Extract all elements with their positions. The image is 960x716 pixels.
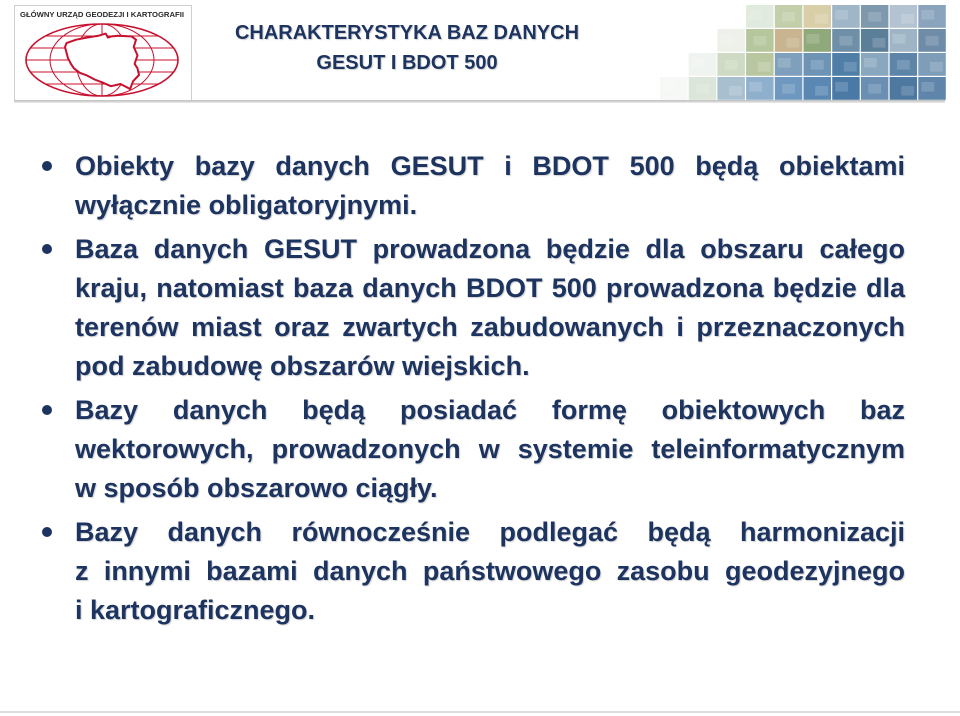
bullet-text-line: w sposób obszarowo ciągły.	[75, 473, 438, 503]
gugik-logo	[14, 5, 192, 101]
map-tile-texture	[692, 58, 705, 68]
map-tile-texture	[930, 62, 943, 72]
map-tile-texture	[921, 10, 934, 20]
map-tile-texture	[782, 12, 795, 22]
map-tile-texture	[873, 38, 886, 48]
map-tile-texture	[729, 86, 742, 96]
bullet-text-line: wektorowych, prowadzonych w systemie teleinformatycznym	[75, 434, 905, 464]
map-tile-texture	[753, 36, 766, 46]
map-tile-texture	[815, 14, 828, 24]
map-tile-texture	[864, 58, 877, 68]
map-tile-texture	[868, 12, 881, 22]
bullet-text-line: z innymi bazami danych państwowego zasobu geodezyjnego	[75, 556, 905, 586]
bullet-text-line: i kartograficznego.	[75, 595, 316, 625]
bullet-item	[75, 230, 905, 386]
bullet-dot	[42, 405, 52, 415]
map-tile-texture	[807, 34, 820, 44]
map-tile-texture	[782, 84, 795, 94]
map-tile-texture	[786, 38, 799, 48]
map-tile-texture	[868, 84, 881, 94]
bullet-dot	[42, 244, 52, 254]
map-tile-texture	[725, 60, 738, 70]
map-tile-texture	[926, 36, 939, 46]
slide-title-line-1: CHARAKTERYSTYKA BAZ DANYCH	[234, 22, 580, 44]
map-tile-texture	[897, 60, 910, 70]
slide-title-line-2: GESUT I BDOT 500	[316, 52, 498, 74]
map-tile-texture	[696, 84, 709, 94]
map-tile-texture	[835, 82, 848, 92]
bullet-text-line: pod zabudowę obszarów wiejskich.	[75, 351, 530, 381]
map-tile-texture	[835, 10, 848, 20]
bullet-item	[75, 391, 905, 508]
logo-text: GŁÓWNY URZĄD GEODEZJI I KARTOGRAFII	[20, 10, 184, 19]
map-tile-texture	[720, 34, 733, 44]
bullet-text-line: kraju, natomiast baza danych BDOT 500 prowadzona będzie dla	[75, 273, 905, 303]
map-tile-texture	[901, 86, 914, 96]
slide-title	[235, 18, 579, 78]
footer-divider	[0, 711, 960, 713]
bullet-text-line: wyłącznie obligatoryjnymi.	[75, 190, 418, 220]
map-tile-texture	[811, 60, 824, 70]
bullet-item	[75, 147, 905, 225]
map-tile-texture	[893, 34, 906, 44]
bullet-text-line: Bazy danych będą posiadać formę obiektowych baz	[75, 395, 905, 425]
map-tile-texture	[749, 82, 762, 92]
bullet-text-line: Bazy danych równocześnie podlegać będą harmonizacji	[75, 517, 905, 547]
map-tile-texture	[758, 62, 771, 72]
bullet-text-line: terenów miast oraz zwartych zabudowanych i przeznaczonych	[75, 312, 905, 342]
map-tile-texture	[844, 62, 857, 72]
bullet-item	[75, 513, 905, 630]
map-tile-texture	[840, 36, 853, 46]
map-tile-texture	[749, 10, 762, 20]
map-tile-texture	[663, 82, 676, 92]
header-divider	[14, 100, 945, 103]
map-tile-texture	[815, 86, 828, 96]
bullet-text-line: Obiekty bazy danych GESUT i BDOT 500 będą obiektami	[75, 151, 905, 181]
map-tile-texture	[901, 14, 914, 24]
bullet-dot	[42, 527, 52, 537]
map-tile-texture	[921, 82, 934, 92]
bullet-dot	[42, 161, 52, 171]
map-tile-texture	[778, 58, 791, 68]
bullet-list	[75, 147, 905, 635]
map-mosaic	[660, 5, 947, 101]
bullet-text-line: Baza danych GESUT prowadzona będzie dla obszaru całego	[75, 234, 905, 264]
